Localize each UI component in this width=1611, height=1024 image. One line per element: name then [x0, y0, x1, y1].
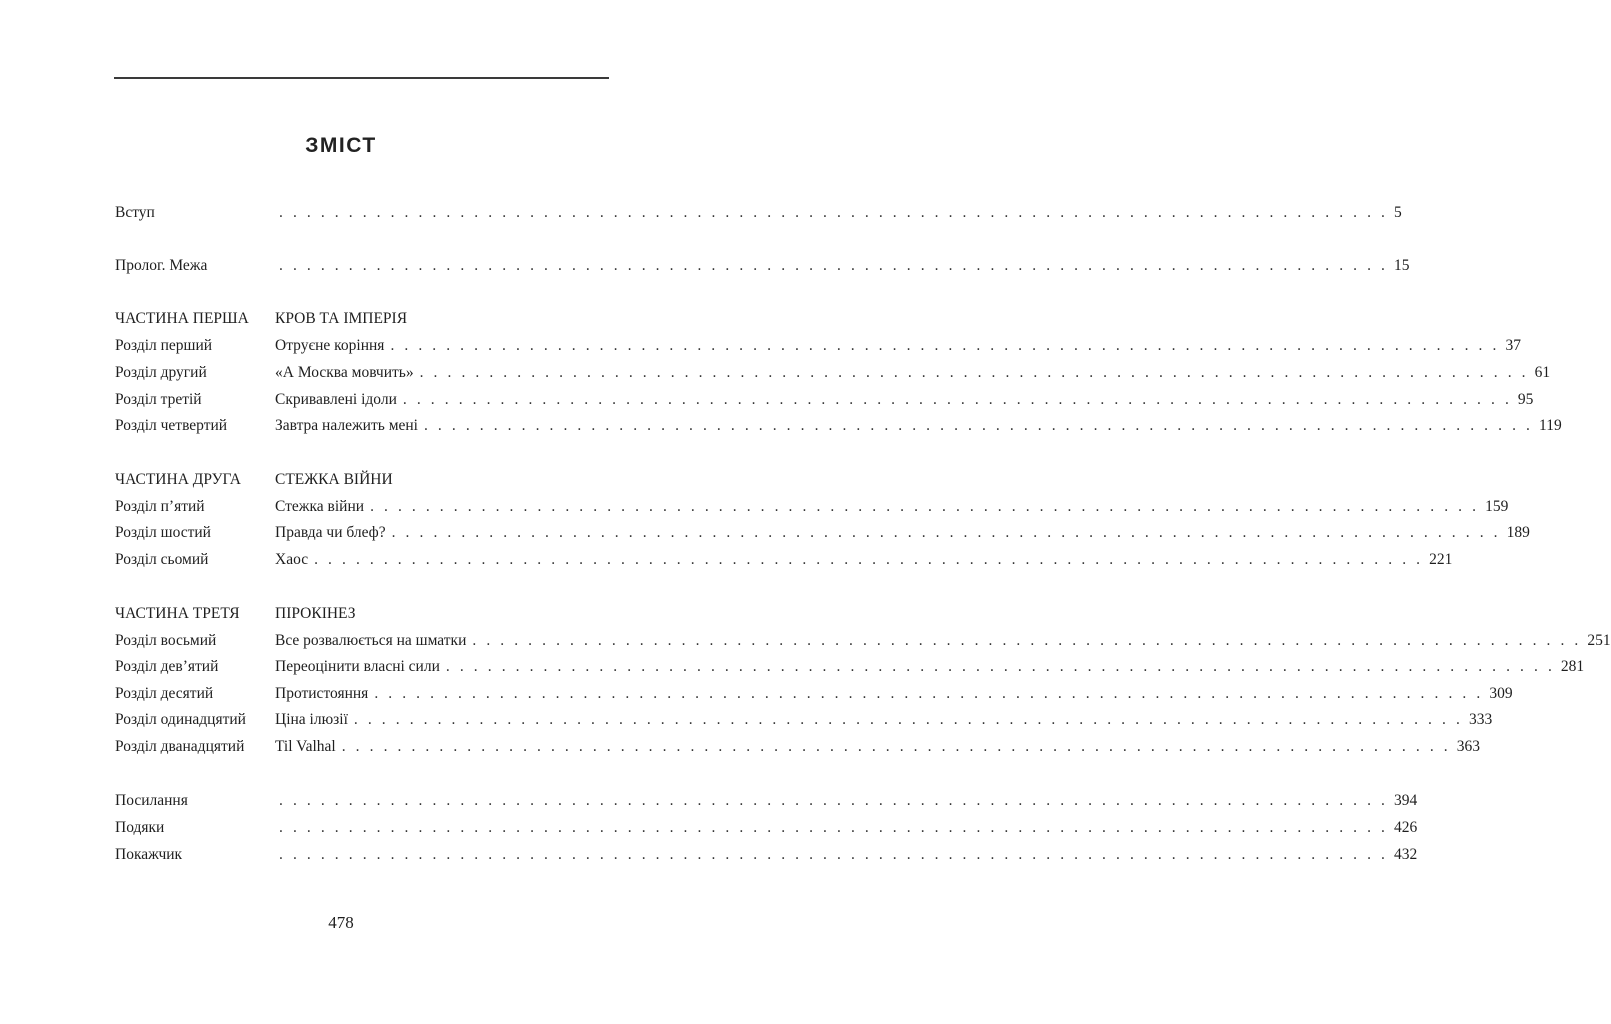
toc-entry-label: Розділ п’ятий: [115, 498, 205, 515]
dot-leader: . . . . . . . . . . . . . . . . . . . . . . . . . . . . . . . . . . . . . . . . . . . . . . . . . . . . . . . . . . . . . . . . . . . . . . . . . . . . . . . .: [374, 685, 1484, 702]
toc-entry-page: 426: [1394, 819, 1418, 836]
toc-entry: [115, 256, 1410, 276]
toc-entry-right: [275, 845, 1418, 865]
toc-entry-title: Переоцінити власні сили: [275, 658, 440, 675]
dot-leader: . . . . . . . . . . . . . . . . . . . . . . . . . . . . . . . . . . . . . . . . . . . . . . . . . . . . . . . . . . . . . . . . . . . . . . . . . . . . . . . .: [279, 792, 1389, 809]
toc-entry-right: [275, 631, 1611, 651]
dot-leader: . . . . . . . . . . . . . . . . . . . . . . . . . . . . . . . . . . . . . . . . . . . . . . . . . . . . . . . . . . . . . . . . . . . . . . . . . . . . . . . .: [279, 846, 1389, 863]
dot-leader: . . . . . . . . . . . . . . . . . . . . . . . . . . . . . . . . . . . . . . . . . . . . . . . . . . . . . . . . . . . . . . . . . . . . . . . . . . . . . . . .: [402, 391, 1512, 408]
toc-entry-page: 95: [1517, 391, 1534, 408]
toc-entry-title: Отруєне коріння: [275, 337, 385, 354]
dot-leader: . . . . . . . . . . . . . . . . . . . . . . . . . . . . . . . . . . . . . . . . . . . . . . . . . . . . . . . . . . . . . . . . . . . . . . . . . . . . . . . .: [419, 364, 1529, 381]
dot-leader: . . . . . . . . . . . . . . . . . . . . . . . . . . . . . . . . . . . . . . . . . . . . . . . . . . . . . . . . . . . . . . . . . . . . . . . . . . . . . . . .: [279, 257, 1389, 274]
toc-entry-label: ЧАСТИНА ТРЕТЯ: [115, 605, 240, 622]
dot-leader: . . . . . . . . . . . . . . . . . . . . . . . . . . . . . . . . . . . . . . . . . . . . . . . . . . . . . . . . . . . . . . . . . . . . . . . . . . . . . . . .: [279, 204, 1389, 221]
page-number: 478: [328, 913, 354, 932]
toc-entry-label: Розділ десятий: [115, 685, 214, 702]
toc-entry: [115, 336, 1521, 356]
toc-entry-label: Розділ шостий: [115, 524, 211, 541]
toc-entry-right: [275, 657, 1585, 677]
toc-entry-label: Пролог. Межа: [115, 257, 208, 274]
toc-entry-page: 363: [1456, 738, 1481, 755]
dot-leader: . . . . . . . . . . . . . . . . . . . . . . . . . . . . . . . . . . . . . . . . . . . . . . . . . . . . . . . . . . . . . . . . . . . . . . . . . . . . . . . .: [391, 524, 1501, 541]
toc-entry-right: [275, 737, 1481, 757]
dot-leader: . . . . . . . . . . . . . . . . . . . . . . . . . . . . . . . . . . . . . . . . . . . . . . . . . . . . . . . . . . . . . . . . . . . . . . . . . . . . . . . .: [370, 498, 1480, 515]
dot-leader: . . . . . . . . . . . . . . . . . . . . . . . . . . . . . . . . . . . . . . . . . . . . . . . . . . . . . . . . . . . . . . . . . . . . . . . . . . . . . . . .: [423, 417, 1534, 434]
toc-entry: [115, 390, 1534, 410]
toc-entry-right: [275, 390, 1534, 410]
dot-leader: . . . . . . . . . . . . . . . . . . . . . . . . . . . . . . . . . . . . . . . . . . . . . . . . . . . . . . . . . . . . . . . . . . . . . . . . . . . . . . . .: [472, 632, 1582, 649]
toc-entry-right: [275, 684, 1513, 704]
toc-entry-page: 251: [1587, 632, 1611, 649]
toc-entry-title: Все розвалюється на шматки: [275, 632, 467, 649]
toc-entry: [115, 203, 1402, 223]
toc-entry-right: [275, 336, 1521, 356]
toc-entry: [115, 363, 1551, 383]
toc-entry-label: Посилання: [115, 792, 188, 809]
toc-entry-label: Розділ дванадцятий: [115, 738, 245, 755]
toc-entry-title: Стежка війни: [275, 498, 365, 515]
toc-entry: [115, 710, 1493, 730]
toc-entry-title: Правда чи блеф?: [275, 524, 386, 541]
toc-entry-right: [275, 416, 1562, 436]
page-title: ЗМІСТ: [305, 134, 377, 157]
top-rule: [114, 77, 609, 79]
toc-entry-page: 61: [1534, 364, 1551, 381]
dot-leader: . . . . . . . . . . . . . . . . . . . . . . . . . . . . . . . . . . . . . . . . . . . . . . . . . . . . . . . . . . . . . . . . . . . . . . . . . . . . . . . .: [445, 658, 1555, 675]
toc-entry-label: Розділ третій: [115, 391, 202, 408]
dot-leader: . . . . . . . . . . . . . . . . . . . . . . . . . . . . . . . . . . . . . . . . . . . . . . . . . . . . . . . . . . . . . . . . . . . . . . . . . . . . . . . .: [353, 711, 1463, 728]
toc-entry-right: [275, 818, 1418, 838]
toc-entry-right: [275, 256, 1410, 276]
toc-entry: [115, 416, 1562, 436]
toc-entry-title: Ціна ілюзії: [275, 711, 348, 728]
toc-entry-page: 37: [1505, 337, 1521, 354]
toc-entry-right: [275, 523, 1530, 543]
toc-entry: [115, 604, 609, 624]
toc-entry-right: [275, 309, 609, 329]
toc-entry-title: Завтра належить мені: [275, 417, 418, 434]
toc-entry-label: Розділ четвертий: [115, 417, 228, 434]
dot-leader: . . . . . . . . . . . . . . . . . . . . . . . . . . . . . . . . . . . . . . . . . . . . . . . . . . . . . . . . . . . . . . . . . . . . . . . . . . . . . . . .: [279, 819, 1389, 836]
toc-entry: [115, 684, 1513, 704]
toc-entry-label: Подяки: [115, 819, 165, 836]
toc-entry: [115, 791, 1418, 811]
toc-entry-right: [275, 791, 1418, 811]
toc-entry-right: [275, 470, 609, 490]
toc-entry-page: 432: [1394, 846, 1418, 863]
toc-entry-right: [275, 710, 1493, 730]
toc-entry: [115, 550, 1453, 570]
toc-entry-label: Розділ перший: [115, 337, 213, 354]
toc-entry: [115, 657, 1585, 677]
toc-entry-page: 189: [1506, 524, 1530, 541]
toc-entry-page: 159: [1485, 498, 1509, 515]
toc-entry: [115, 737, 1481, 757]
toc-entry-page: 119: [1539, 417, 1562, 434]
toc-entry-right: [275, 203, 1402, 223]
toc-entry: [115, 845, 1418, 865]
toc-entry-label: Розділ дев’ятий: [115, 658, 219, 675]
toc-entry-label: Розділ одинадцятий: [115, 711, 246, 728]
toc-entry-page: 281: [1560, 658, 1585, 675]
toc-entry-right: [275, 363, 1551, 383]
toc-entry-label: ЧАСТИНА ДРУГА: [115, 471, 242, 488]
toc-entry: [115, 631, 1611, 651]
toc-entry-page: 333: [1468, 711, 1493, 728]
toc-entry-title: Хаос: [275, 551, 309, 568]
toc-entry-title: Скривавлені ідоли: [275, 391, 397, 408]
toc-entry-page: 394: [1394, 792, 1418, 809]
toc-entry: [115, 818, 1418, 838]
toc-entry-right: [275, 550, 1453, 570]
toc-entry-right: [275, 497, 1509, 517]
toc-entry-title: СТЕЖКА ВІЙНИ: [275, 471, 393, 488]
toc-entry-label: Розділ другий: [115, 364, 207, 381]
toc-entry-title: Протистояння: [275, 685, 369, 702]
dot-leader: . . . . . . . . . . . . . . . . . . . . . . . . . . . . . . . . . . . . . . . . . . . . . . . . . . . . . . . . . . . . . . . . . . . . . . . . . . . . . . . .: [341, 738, 1451, 755]
toc-entry-right: [275, 604, 609, 624]
toc-entry: [115, 309, 609, 329]
toc-entry: [115, 497, 1509, 517]
dot-leader: . . . . . . . . . . . . . . . . . . . . . . . . . . . . . . . . . . . . . . . . . . . . . . . . . . . . . . . . . . . . . . . . . . . . . . . . . . . . . . . .: [390, 337, 1500, 354]
toc-entry-label: Розділ восьмий: [115, 632, 217, 649]
toc-entry-page: 221: [1429, 551, 1453, 568]
toc-entry-title: «А Москва мовчить»: [275, 364, 414, 381]
toc-entry-title: Til Valhal: [275, 738, 336, 755]
toc-entry-label: ЧАСТИНА ПЕРША: [115, 310, 249, 327]
toc-entry-title: ПІРОКІНЕЗ: [275, 605, 356, 622]
toc-entry-label: Вступ: [115, 204, 155, 221]
toc-entry-label: Розділ сьомий: [115, 551, 209, 568]
toc-entry-page: 15: [1394, 257, 1410, 274]
toc-entry: [115, 470, 609, 490]
toc-entry-title: КРОВ ТА ІМПЕРІЯ: [275, 310, 408, 327]
toc-entry-page: 309: [1489, 685, 1513, 702]
dot-leader: . . . . . . . . . . . . . . . . . . . . . . . . . . . . . . . . . . . . . . . . . . . . . . . . . . . . . . . . . . . . . . . . . . . . . . . . . . . . . . . .: [314, 551, 1424, 568]
toc-entry-label: Покажчик: [115, 846, 183, 863]
toc-entry-page: 5: [1394, 204, 1402, 221]
toc-entry: [115, 523, 1530, 543]
